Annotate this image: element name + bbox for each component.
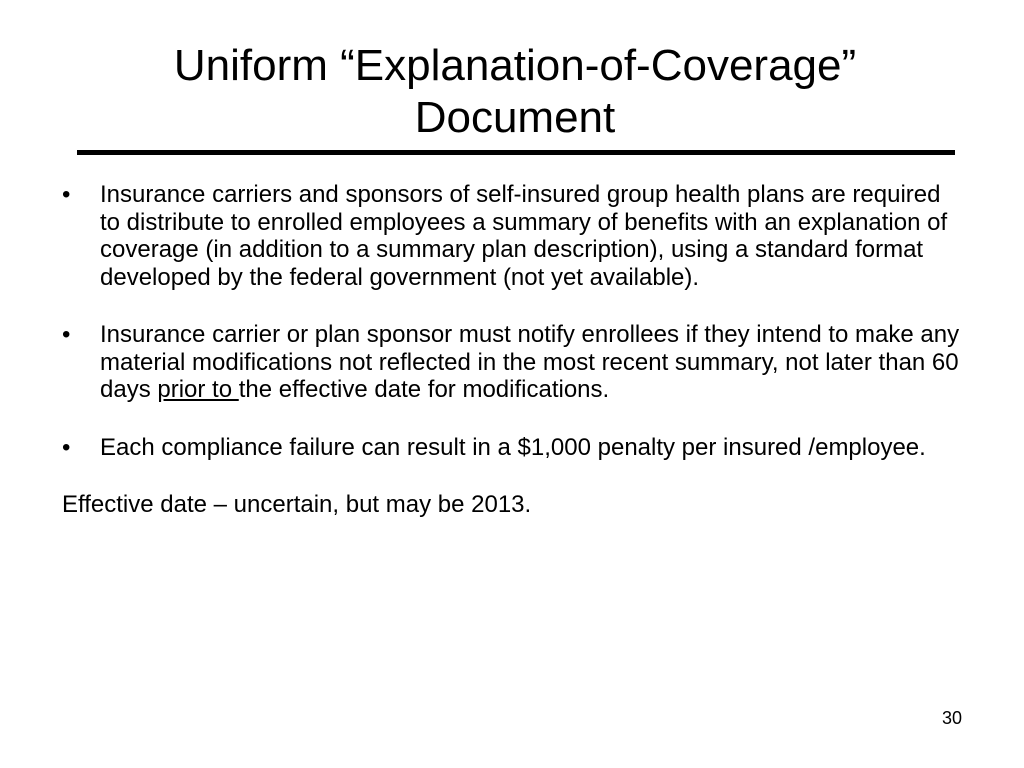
title-divider bbox=[77, 150, 955, 155]
page-number: 30 bbox=[941, 708, 962, 728]
bullet-item bbox=[62, 321, 962, 404]
bullet-text bbox=[100, 321, 959, 403]
bullet-text: Insurance carriers and sponsors of self-insured group health plans are required to distribute to enrolled employees a summary of benefits with an explanation of coverage (in addition to a summary plan description), using a standard format developed by the federal government (not yet available). bbox=[100, 181, 948, 291]
bullet-marker: • bbox=[62, 181, 71, 208]
slide-title bbox=[60, 40, 970, 144]
bullet-item bbox=[62, 181, 962, 291]
bullet-marker: • bbox=[62, 433, 71, 461]
bullet-text-before: Insurance carrier or plan sponsor must notify enrollees if they intend to make any material modifications not reflected in the most recent summary, not later than 60 days bbox=[100, 321, 960, 403]
bullet-marker: • bbox=[62, 321, 71, 348]
effective-date-note: Effective date – uncertain, but may be 2013. bbox=[62, 491, 532, 518]
slide-body bbox=[62, 181, 962, 519]
slide-title-line-2: Document bbox=[414, 93, 616, 142]
bullet-item bbox=[62, 434, 962, 462]
bullet-text-after: the effective date for modifications. bbox=[238, 376, 610, 403]
bullet-text-underlined: prior to bbox=[157, 376, 239, 403]
bullet-text: Each compliance failure can result in a $1,000 penalty per insured /employee. bbox=[100, 433, 926, 461]
slide-title-line-1: Uniform “Explanation-of-Coverage” bbox=[173, 41, 857, 90]
